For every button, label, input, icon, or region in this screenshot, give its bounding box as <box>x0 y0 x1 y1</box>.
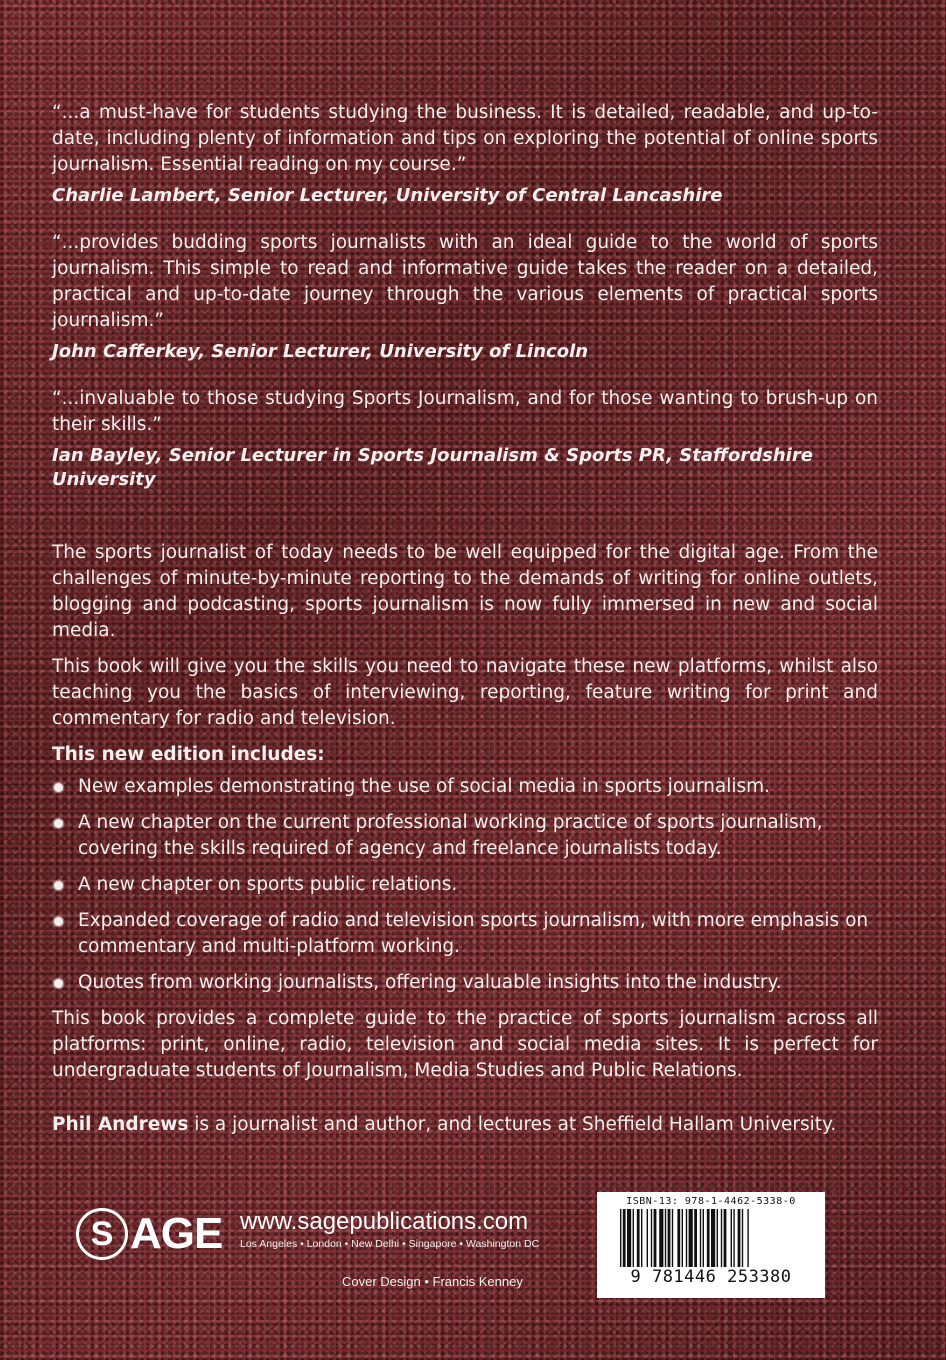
review-attribution-2: John Cafferkey, Senior Lecturer, University of Lincoln <box>52 341 589 362</box>
description-paragraph-2: This book will give you the skills you need to navigate these new platforms, whilst also teaching you the basics of interviewing, reporting, feature writing for print and commentary for radio and television. <box>52 656 878 729</box>
sage-logo-mark: S <box>76 1208 128 1260</box>
back-cover-text <box>52 100 878 1138</box>
barcode-icon <box>616 1209 806 1267</box>
author-bio <box>52 1112 878 1138</box>
review-quote-1: “...a must-have for students studying the business. It is detailed, readable, and up-to-date, including plenty of information and tips on exploring the potential of online sports journalism. Essential reading on my course.” <box>52 102 878 175</box>
sage-logo-word: AGE <box>130 1209 223 1258</box>
bullet-icon <box>54 819 63 828</box>
author-bio-text: is a journalist and author, and lectures at Sheffield Hallam University. <box>188 1114 837 1135</box>
bullet-icon <box>54 881 63 890</box>
publisher-info <box>240 1208 539 1250</box>
cover-design-credit: Cover Design • Francis Kenney <box>342 1274 523 1289</box>
isbn-number: 9 781446 253380 <box>630 1267 792 1287</box>
publisher-cities: Los Angeles • London • New Delhi • Singapore • Washington DC <box>240 1238 540 1250</box>
bullet-icon <box>54 917 63 926</box>
description-paragraph-1: The sports journalist of today needs to be well equipped for the digital age. From the challenges of minute-by-minute reporting to the demands of writing for online outlets, blogging and podcasting, sports journalism is now fully immersed in new and social media. <box>52 542 878 641</box>
list-item: New examples demonstrating the use of social media in sports journalism. <box>52 774 878 800</box>
publisher-url[interactable]: www.sagepublications.com <box>240 1208 529 1235</box>
author-name: Phil Andrews <box>52 1114 189 1135</box>
bullet-icon <box>54 783 63 792</box>
list-item: Quotes from working journalists, offering valuable insights into the industry. <box>52 970 878 996</box>
review-quote-2: “...provides budding sports journalists with an ideal guide to the world of sports journalism. This simple to read and informative guide takes the reader on a detailed, practical and up-to-date journey through the various elements of practical sports journalism.” <box>52 232 878 331</box>
sage-logo <box>76 1208 222 1260</box>
features-list <box>52 774 878 996</box>
review-attribution-1: Charlie Lambert, Senior Lecturer, University of Central Lancashire <box>52 185 723 206</box>
list-item: Expanded coverage of radio and television sports journalism, with more emphasis on commentary and multi-platform working. <box>52 908 878 960</box>
list-item: A new chapter on the current professional working practice of sports journalism, covering the skills required of agency and freelance journalists today. <box>52 810 878 862</box>
description-paragraph-3: This book provides a complete guide to the practice of sports journalism across all platforms: print, online, radio, television and social media sites. It is perfect for undergraduate students of Journalism, Media Studies and Public Relations. <box>52 1008 878 1081</box>
review-quote-3: “...invaluable to those studying Sports Journalism, and for those wanting to brush-up on their skills.” <box>52 388 878 435</box>
isbn-label: ISBN-13: 978-1-4462-5338-0 <box>626 1196 796 1207</box>
isbn-barcode <box>597 1192 825 1298</box>
includes-heading: This new edition includes: <box>52 744 325 765</box>
list-item: A new chapter on sports public relations. <box>52 872 878 898</box>
review-attribution-3: Ian Bayley, Senior Lecturer in Sports Journalism & Sports PR, Staffordshire University <box>52 445 813 490</box>
bullet-icon <box>54 979 63 988</box>
